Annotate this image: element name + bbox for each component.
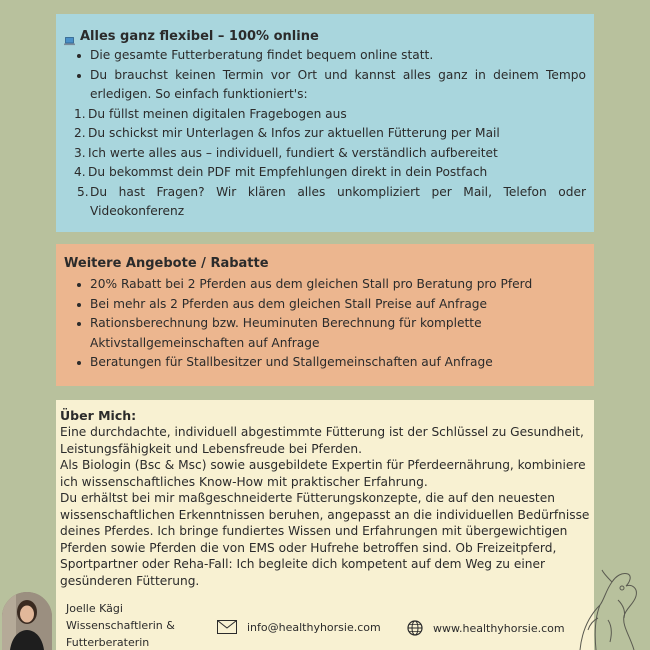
list-item: Du brauchst keinen Termin vor Ort und kannst alles ganz in deinem Tempo erledigen. So einfach funktioniert's:	[64, 66, 586, 105]
author-name: Joelle Kägi	[66, 602, 123, 615]
mail-icon	[217, 620, 237, 634]
website-text: www.healthyhorsie.com	[433, 621, 565, 635]
email-text: info@healthyhorsie.com	[247, 620, 381, 634]
offers-list	[64, 275, 586, 373]
offers-panel	[56, 244, 594, 386]
list-item: Rationsberechnung bzw. Heuminuten Berechnung für komplette Aktivstallgemeinschaften auf Anfrage	[64, 314, 586, 353]
about-paragraph: Eine durchdachte, individuell abgestimmte Fütterung ist der Schlüssel zu Gesundheit, Leistungsfähigkeit und Lebensfreude bei Pferden.	[60, 425, 584, 456]
email-link[interactable]	[217, 620, 381, 634]
online-title: Alles ganz flexibel – 100% online	[80, 29, 319, 44]
website-link[interactable]	[407, 620, 565, 636]
step-item: 2. Du schickst mir Unterlagen & Infos zur aktuellen Fütterung per Mail	[74, 126, 500, 140]
footer	[0, 592, 650, 650]
step-item: 4. Du bekommst dein PDF mit Empfehlungen direkt in dein Postfach	[74, 165, 488, 179]
author-role: Wissenschaftlerin &	[66, 619, 175, 632]
list-item: Beratungen für Stallbesitzer und Stallgemeinschaften auf Anfrage	[64, 353, 586, 373]
step-item: 3. Ich werte alles aus – individuell, fundiert & verständlich aufbereitet	[74, 145, 498, 160]
author-role: Futterberaterin	[66, 636, 150, 649]
avatar	[2, 592, 52, 650]
globe-icon	[407, 620, 423, 636]
step-item: 5. Du hast Fragen? Wir klären alles unkompliziert per Mail, Telefon oder Videokonferenz	[77, 184, 586, 218]
laptop-icon	[64, 33, 75, 41]
author-block	[66, 600, 175, 650]
list-item: 20% Rabatt bei 2 Pferden aus dem gleichen Stall pro Beratung pro Pferd	[64, 275, 586, 295]
online-steps	[64, 105, 586, 222]
offers-title: Weitere Angebote / Rabatte	[64, 256, 269, 271]
online-bullets	[64, 46, 586, 105]
about-title: Über Mich:	[60, 408, 137, 423]
online-title-row	[64, 27, 586, 46]
list-item: Die gesamte Futterberatung findet bequem online statt.	[64, 46, 586, 66]
about-paragraph: Als Biologin (Bsc & Msc) sowie ausgebildete Expertin für Pferdeernährung, kombiniere ich wissenschaftliches Know-How mit praktischer Erfahrung.	[60, 458, 586, 489]
step-item: 1. Du füllst meinen digitalen Fragebogen aus	[74, 106, 347, 121]
about-paragraph: Du erhältst bei mir maßgeschneiderte Fütterungskonzepte, die auf den neuesten wissenschaftlichen Erkenntnissen beruhen, angepasst an die individuellen Bedürfnisse deines Pferdes. Ich bringe fundiertes Wissen und Erfahrungen mit übergewichtigen Pferden sowie Pferden die von EMS oder Hufrehe betroffen sind. Ob Freizeitpferd, Sportpartner oder Reha-Fall: Ich begleite dich kompetent auf dem Weg zu einer gesünderen Fütterung.	[60, 491, 590, 588]
list-item: Bei mehr als 2 Pferden aus dem gleichen Stall Preise auf Anfrage	[64, 295, 586, 315]
online-panel	[56, 14, 594, 232]
